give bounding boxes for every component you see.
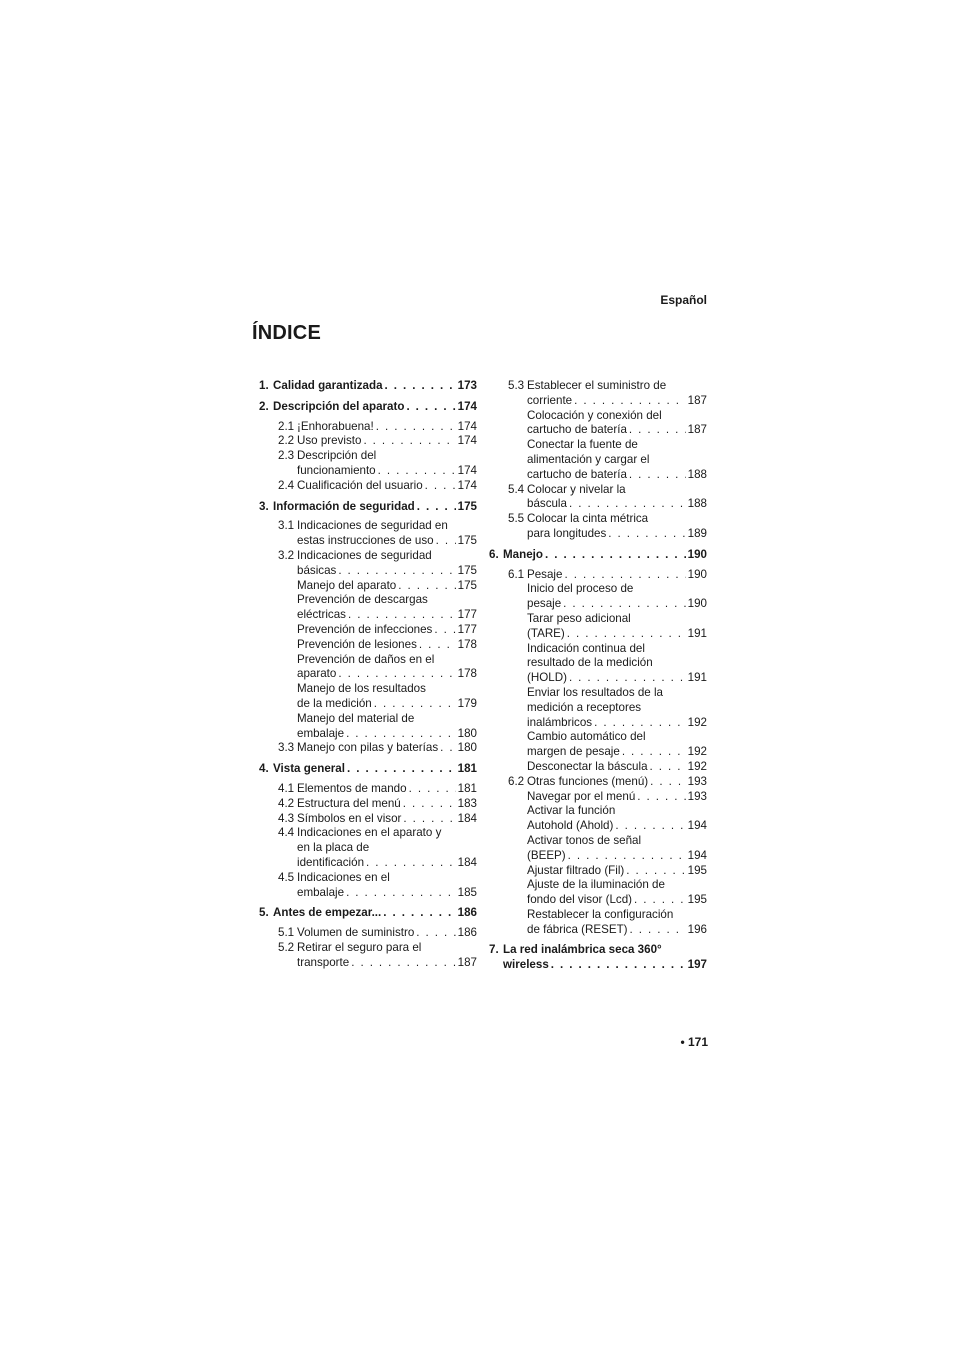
toc-entry-page: 189 — [687, 526, 707, 540]
toc-entry-title: resultado de la medición — [527, 656, 653, 670]
dot-leader — [629, 423, 686, 438]
toc-entry-title: Activar la función — [527, 804, 616, 818]
dot-leader — [363, 434, 455, 449]
toc-entry-page: 181 — [457, 781, 477, 795]
toc-left-column — [259, 379, 477, 970]
dot-leader — [434, 623, 455, 638]
toc-entry-title: Indicaciones en el — [297, 870, 390, 884]
toc-entry-number: 5.4 — [508, 482, 525, 496]
toc-entry-page: 174 — [457, 434, 477, 448]
toc-entry-number: 5.2 — [278, 940, 295, 954]
toc-entry-title: Antes de empezar... — [273, 906, 382, 920]
toc-entry[interactable] — [259, 400, 477, 415]
toc-entry-page: 190 — [687, 547, 707, 561]
dot-leader — [347, 762, 456, 777]
toc-entry[interactable] — [489, 642, 707, 686]
toc-entry[interactable] — [259, 434, 477, 449]
toc-entry-number: 2.1 — [278, 419, 295, 433]
toc-entry[interactable] — [489, 864, 707, 879]
toc-entry-page: 192 — [687, 715, 707, 729]
toc-entry-title: Manejo — [503, 547, 543, 561]
toc-entry[interactable] — [259, 762, 477, 777]
dot-leader — [338, 564, 455, 579]
toc-entry-number: 2.3 — [278, 449, 295, 463]
dot-leader — [563, 597, 685, 612]
toc-entry-page: 175 — [457, 578, 477, 592]
toc-entry-page: 174 — [457, 399, 477, 413]
toc-entry-number: 3. — [259, 499, 269, 513]
toc-entry-title: Desconectar la báscula — [527, 759, 648, 773]
toc-entry-title: Descripción del aparato — [273, 399, 405, 413]
toc-entry-title: básicas — [297, 563, 337, 577]
toc-entry-title: Manejo con pilas y baterías — [297, 741, 439, 755]
toc-entry-number: 4.5 — [278, 870, 295, 884]
toc-entry-title: wireless — [503, 958, 549, 972]
toc-entry-number: 3.2 — [278, 548, 295, 562]
toc-entry-page: 197 — [687, 958, 707, 972]
dot-leader — [346, 886, 456, 901]
toc-entry-title: Inicio del proceso de — [527, 582, 634, 596]
toc-entry-title: Enviar los resultados de la — [527, 685, 663, 699]
toc-entry-title: fondo del visor (Lcd) — [527, 893, 633, 907]
page-title: ÍNDICE — [252, 322, 321, 344]
dot-leader — [564, 568, 685, 583]
toc-entry[interactable] — [489, 943, 707, 973]
toc-entry-page: 191 — [687, 671, 707, 685]
dot-leader — [398, 579, 455, 594]
toc-entry-title: en la placa de — [297, 841, 370, 855]
dot-leader — [629, 468, 686, 483]
toc-entry-page: 175 — [457, 563, 477, 577]
toc-entry-number: 5.5 — [508, 512, 525, 526]
toc-entry-title: (BEEP) — [527, 848, 566, 862]
toc-entry-title: inalámbricos — [527, 715, 593, 729]
toc-entry[interactable] — [259, 579, 477, 594]
dot-leader — [338, 667, 455, 682]
toc-entry-number: 6.2 — [508, 774, 525, 788]
toc-entry[interactable] — [489, 686, 707, 730]
toc-entry[interactable] — [259, 926, 477, 941]
dot-leader — [378, 464, 456, 479]
toc-entry-page: 173 — [457, 379, 477, 392]
toc-entry[interactable] — [259, 638, 477, 653]
toc-entry-title: Colocación y conexión del — [527, 408, 662, 422]
toc-entry-title: transporte — [297, 955, 350, 969]
toc-entry[interactable] — [259, 653, 477, 683]
toc-entry-number: 4.2 — [278, 796, 295, 810]
toc-entry-page: 186 — [457, 926, 477, 940]
toc-entry-title: Símbolos en el visor — [297, 811, 402, 825]
dot-leader — [366, 856, 456, 871]
dot-leader — [440, 741, 456, 756]
toc-entry-page: 177 — [457, 622, 477, 636]
toc-entry-title: Manejo de los resultados — [297, 682, 426, 696]
dot-leader — [417, 500, 456, 515]
toc-entry[interactable] — [489, 804, 707, 834]
toc-entry-title: Indicaciones en el aparato y — [297, 826, 442, 840]
toc-entry-page: 184 — [457, 855, 477, 869]
toc-entry-title: Indicaciones de seguridad en — [297, 519, 448, 533]
toc-entry[interactable] — [259, 379, 477, 394]
toc-entry-title: margen de pesaje — [527, 745, 620, 759]
toc-entry[interactable] — [489, 760, 707, 775]
toc-entry-title: de la medición — [297, 696, 372, 710]
toc-entry-title: (TARE) — [527, 626, 565, 640]
toc-entry-page: 194 — [687, 848, 707, 862]
toc-entry[interactable] — [489, 483, 707, 513]
toc-entry-number: 4.4 — [278, 826, 295, 840]
toc-entry-page: 186 — [457, 906, 477, 920]
toc-entry-page: 188 — [687, 467, 707, 481]
toc-entry[interactable] — [259, 812, 477, 827]
toc-entry-page: 179 — [457, 696, 477, 710]
toc-entry-title: Autohold (Ahold) — [527, 819, 614, 833]
toc-entry[interactable] — [489, 730, 707, 760]
toc-entry-title: Descripción del — [297, 449, 377, 463]
toc-entry-page: 181 — [457, 762, 477, 776]
toc-entry-title: Otras funciones (menú) — [527, 774, 649, 788]
toc-entry-title: Conectar la fuente de — [527, 438, 638, 452]
toc-entry-page: 180 — [457, 741, 477, 755]
dot-leader — [551, 958, 686, 973]
toc-entry-page: 174 — [457, 419, 477, 433]
toc-entry-title: Prevención de infecciones — [297, 622, 433, 636]
toc-entry[interactable] — [489, 379, 707, 409]
toc-entry-title: Cualificación del usuario — [297, 478, 423, 492]
toc-entry-title: Indicación continua del — [527, 641, 645, 655]
toc-entry-page: 193 — [687, 774, 707, 788]
dot-leader — [637, 790, 685, 805]
dot-leader — [634, 893, 686, 908]
toc-entry-title: estas instrucciones de uso — [297, 534, 434, 548]
toc-entry-title: Prevención de lesiones — [297, 637, 417, 651]
toc-entry[interactable] — [489, 612, 707, 642]
toc-entry[interactable] — [259, 682, 477, 712]
toc-entry-title: Navegar por el menú — [527, 789, 636, 803]
toc-entry-title: Indicaciones de seguridad — [297, 548, 432, 562]
toc-entry-number: 2.2 — [278, 434, 295, 448]
toc-entry-page: 192 — [687, 745, 707, 759]
toc-entry-page: 178 — [457, 637, 477, 651]
toc-entry-number: 5. — [259, 906, 269, 920]
toc-entry[interactable] — [489, 409, 707, 439]
toc-entry-page: 177 — [457, 608, 477, 622]
toc-entry-title: Pesaje — [527, 567, 563, 581]
toc-entry-title: Manejo del material de — [297, 711, 415, 725]
toc-entry-number: 4.1 — [278, 781, 295, 795]
toc-entry-page: 188 — [687, 497, 707, 511]
toc-entry-page: 185 — [457, 885, 477, 899]
toc-entry[interactable] — [259, 519, 477, 549]
toc-entry-page: 187 — [687, 423, 707, 437]
toc-entry[interactable] — [489, 568, 707, 583]
dot-leader — [545, 548, 686, 563]
toc-entry-title: báscula — [527, 497, 567, 511]
toc-entry-title: Estructura del menú — [297, 796, 401, 810]
toc-entry-title: embalaje — [297, 885, 345, 899]
toc-entry-title: para longitudes — [527, 526, 607, 540]
toc-entry-page: 194 — [687, 819, 707, 833]
toc-entry-title: Ajustar filtrado (Fil) — [527, 863, 625, 877]
toc-entry-title: Calidad garantizada — [273, 379, 383, 392]
dot-leader — [376, 420, 456, 435]
dot-leader — [409, 782, 456, 797]
toc-entry-page: 193 — [687, 789, 707, 803]
toc-entry-title: corriente — [527, 393, 573, 407]
dot-leader — [425, 479, 456, 494]
toc-entry-page: 183 — [457, 796, 477, 810]
toc-entry[interactable] — [489, 512, 707, 542]
toc-entry-page: 180 — [457, 726, 477, 740]
toc-entry[interactable] — [259, 906, 477, 921]
toc-entry-number: 1. — [259, 379, 269, 392]
toc-entry-number: 5.3 — [508, 379, 525, 392]
dot-leader — [630, 923, 686, 938]
toc-entry[interactable] — [259, 741, 477, 756]
toc-right-column — [489, 379, 707, 978]
toc-entry-title: de fábrica (RESET) — [527, 922, 628, 936]
dot-leader — [569, 497, 686, 512]
toc-entry[interactable] — [489, 878, 707, 908]
toc-entry-title: eléctricas — [297, 608, 346, 622]
dot-leader — [615, 819, 685, 834]
dot-leader — [385, 379, 456, 394]
dot-leader — [594, 716, 686, 731]
toc-entry-page: 191 — [687, 626, 707, 640]
toc-entry-page: 192 — [687, 759, 707, 773]
language-label: Español — [660, 293, 707, 307]
toc-entry-page: 175 — [457, 534, 477, 548]
dot-leader — [403, 812, 455, 827]
page-number: • 171 — [680, 1035, 708, 1049]
dot-leader — [626, 864, 685, 879]
toc-entry-title: Activar tonos de señal — [527, 833, 642, 847]
toc-entry[interactable] — [259, 782, 477, 797]
toc-entry[interactable] — [489, 582, 707, 612]
toc-entry[interactable] — [259, 712, 477, 742]
toc-entry[interactable] — [259, 941, 477, 971]
toc-entry-page: 174 — [457, 463, 477, 477]
dot-leader — [383, 906, 455, 921]
dot-leader — [567, 627, 686, 642]
toc-entry-title: ¡Enhorabuena! — [297, 419, 374, 433]
toc-entry-title: Colocar la cinta métrica — [527, 512, 649, 526]
dot-leader — [346, 727, 456, 742]
dot-leader — [622, 745, 686, 760]
toc-entry-number: 3.3 — [278, 741, 295, 755]
toc-entry-title: Restablecer la configuración — [527, 907, 674, 921]
toc-entry-page: 178 — [457, 667, 477, 681]
toc-entry-page: 174 — [457, 478, 477, 492]
toc-entry-title: funcionamiento — [297, 463, 376, 477]
toc-entry[interactable] — [259, 593, 477, 623]
toc-entry-page: 175 — [457, 499, 477, 513]
toc-entry-page: 187 — [457, 955, 477, 969]
toc-entry-number: 2. — [259, 399, 269, 413]
toc-entry-page: 195 — [687, 863, 707, 877]
toc-entry[interactable] — [489, 438, 707, 482]
dot-leader — [569, 671, 686, 686]
toc-entry-page: 187 — [687, 393, 707, 407]
toc-entry-title: (HOLD) — [527, 671, 567, 685]
toc-entry-title: Elementos de mando — [297, 781, 407, 795]
toc-entry-title: Volumen de suministro — [297, 926, 415, 940]
toc-entry[interactable] — [259, 623, 477, 638]
toc-entry-title: Tarar peso adicional — [527, 611, 631, 625]
toc-entry-title: Prevención de daños en el — [297, 652, 435, 666]
toc-entry[interactable] — [259, 549, 477, 579]
dot-leader — [351, 956, 455, 971]
toc-entry-number: 4. — [259, 762, 269, 776]
toc-entry[interactable] — [259, 826, 477, 870]
toc-entry-title: cartucho de batería — [527, 467, 627, 481]
dot-leader — [436, 534, 456, 549]
toc-entry[interactable] — [489, 908, 707, 938]
toc-entry[interactable] — [259, 500, 477, 515]
toc-entry-title: Establecer el suministro de — [527, 379, 667, 392]
toc-entry-title: identificación — [297, 855, 365, 869]
toc-entry-title: medición a receptores — [527, 700, 642, 714]
toc-entry-page: 184 — [457, 811, 477, 825]
toc-entry-page: 190 — [687, 567, 707, 581]
toc-entry-title: Retirar el seguro para el — [297, 940, 422, 954]
toc-entry-title: La red inalámbrica seca 360° — [503, 943, 662, 957]
toc-entry[interactable] — [259, 479, 477, 494]
toc-entry-title: Colocar y nivelar la — [527, 482, 626, 496]
toc-entry-title: Ajuste de la iluminación de — [527, 878, 665, 892]
toc-entry-title: aparato — [297, 667, 337, 681]
toc-entry[interactable] — [259, 871, 477, 901]
dot-leader — [419, 638, 456, 653]
dot-leader — [608, 527, 685, 542]
dot-leader — [406, 400, 455, 415]
toc-entry[interactable] — [259, 797, 477, 812]
toc-entry-title: alimentación y cargar el — [527, 452, 650, 466]
toc-entry-number: 2.4 — [278, 478, 295, 492]
toc-entry-page: 195 — [687, 893, 707, 907]
toc-entry-title: pesaje — [527, 597, 562, 611]
toc-entry-number: 4.3 — [278, 811, 295, 825]
toc-entry[interactable] — [259, 449, 477, 479]
dot-leader — [650, 760, 686, 775]
toc-entry-title: Información de seguridad — [273, 499, 415, 513]
toc-entry[interactable] — [489, 548, 707, 563]
toc-entry-number: 6. — [489, 547, 499, 561]
toc-entry[interactable] — [489, 790, 707, 805]
toc-entry-title: Manejo del aparato — [297, 578, 397, 592]
toc-entry-title: Vista general — [273, 762, 345, 776]
toc-entry-title: Uso previsto — [297, 434, 362, 448]
toc-entry-title: cartucho de batería — [527, 423, 627, 437]
toc-entry-title: Prevención de descargas — [297, 593, 428, 607]
dot-leader — [374, 697, 456, 712]
toc-entry-page: 190 — [687, 597, 707, 611]
toc-entry-number: 5.1 — [278, 926, 295, 940]
dot-leader — [348, 608, 456, 623]
toc-entry-number: 6.1 — [508, 567, 525, 581]
toc-entry-page: 196 — [687, 922, 707, 936]
dot-leader — [416, 926, 455, 941]
dot-leader — [650, 775, 686, 790]
dot-leader — [403, 797, 456, 812]
toc-entry[interactable] — [489, 834, 707, 864]
toc-entry[interactable] — [489, 775, 707, 790]
toc-entry[interactable] — [259, 420, 477, 435]
toc-entry-title: embalaje — [297, 726, 345, 740]
dot-leader — [568, 849, 686, 864]
toc-entry-number: 3.1 — [278, 519, 295, 533]
toc-entry-number: 7. — [489, 943, 499, 957]
toc-entry-title: Cambio automático del — [527, 730, 646, 744]
dot-leader — [574, 394, 686, 409]
